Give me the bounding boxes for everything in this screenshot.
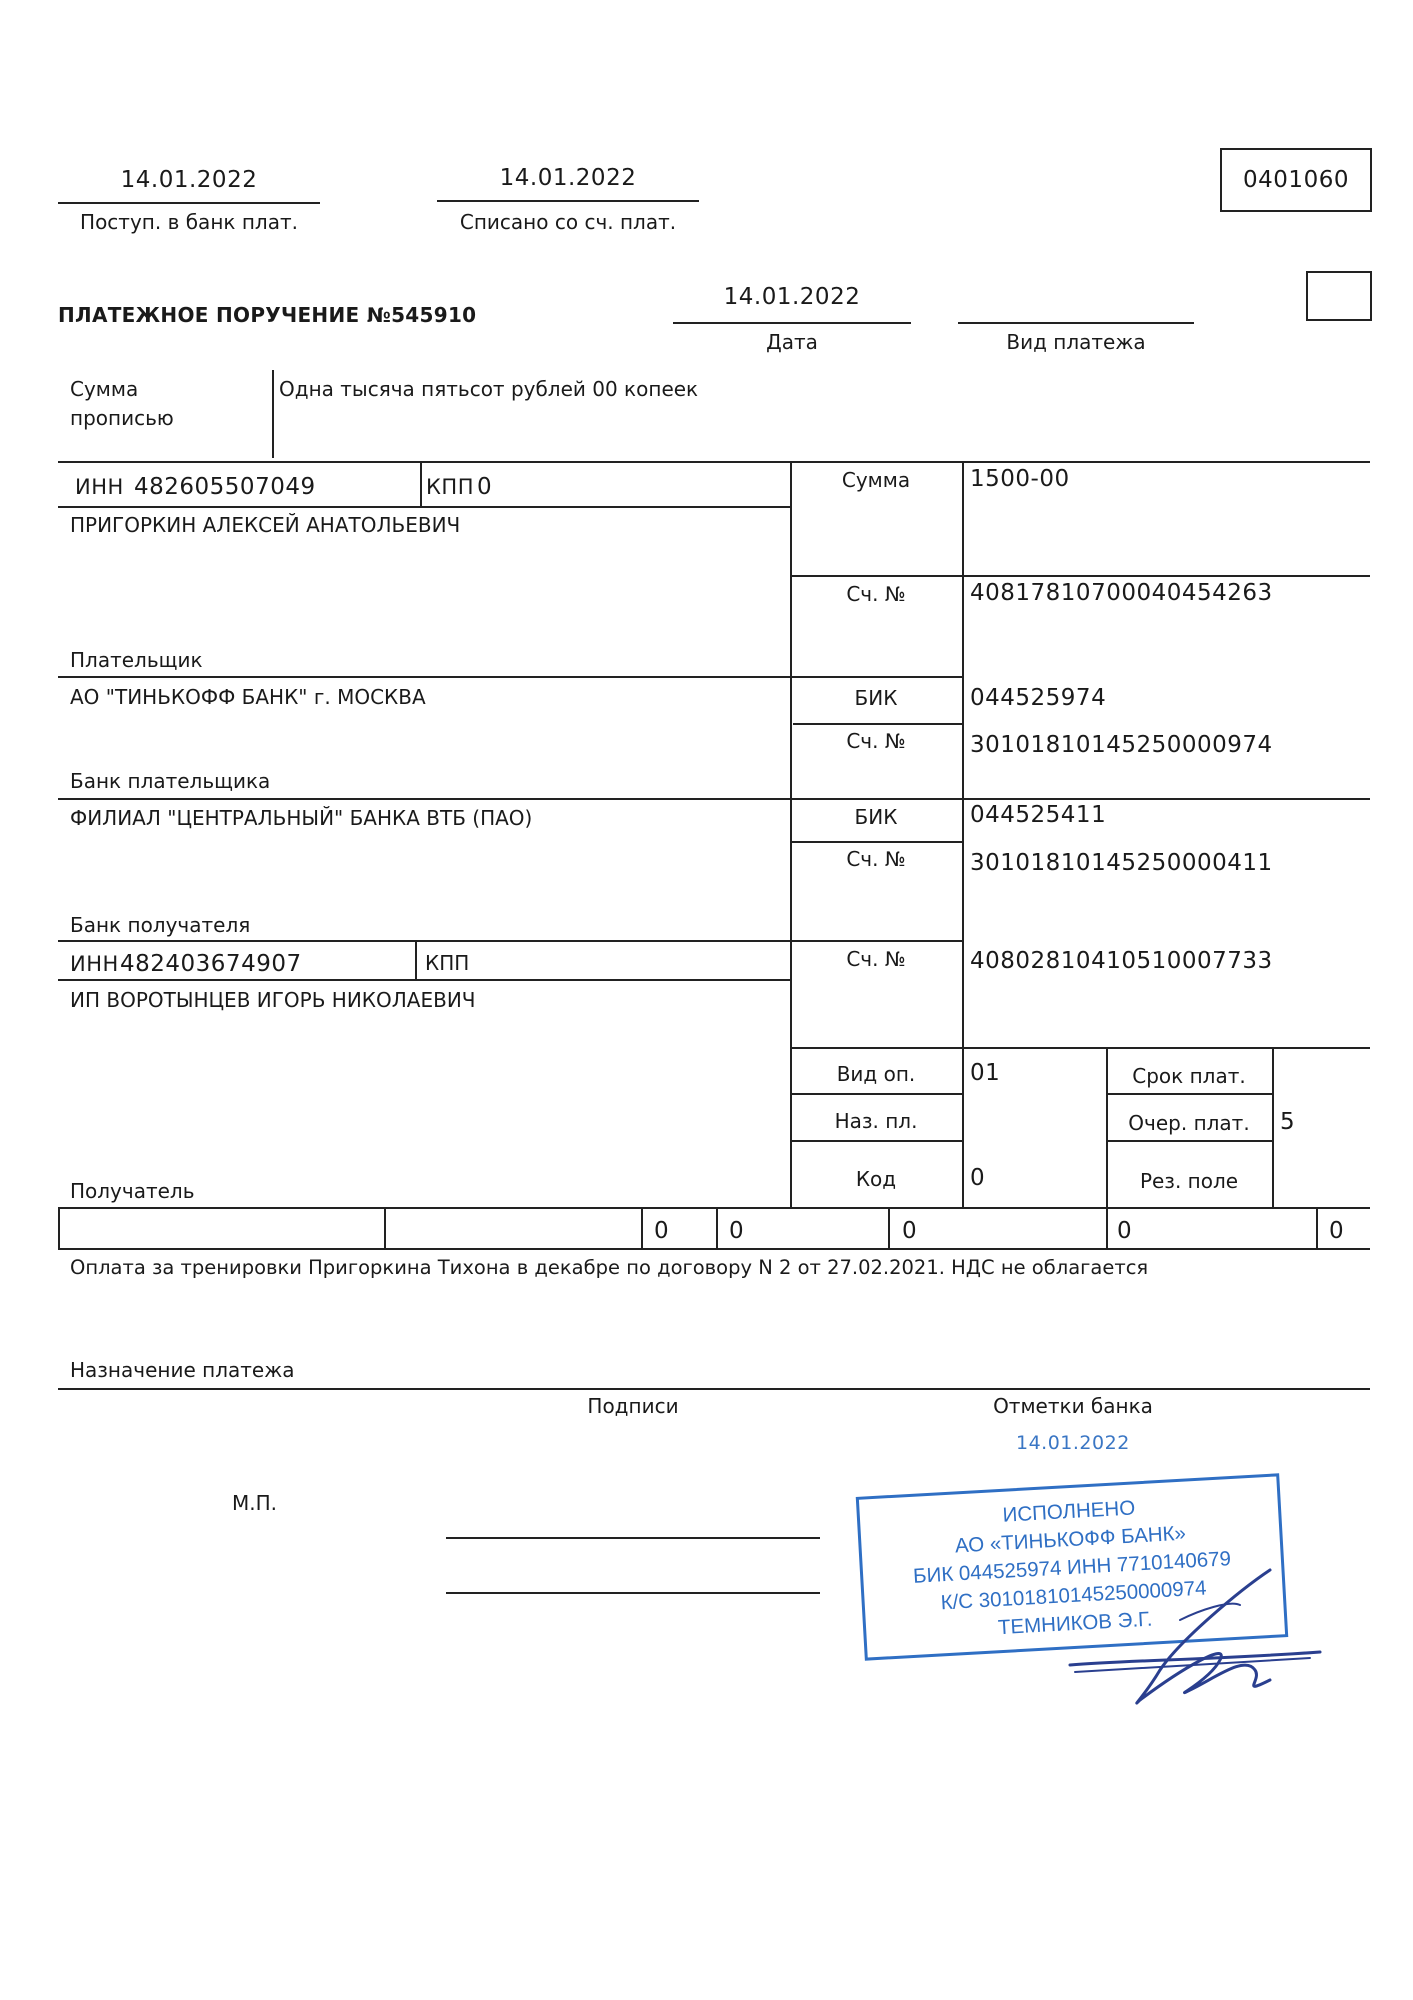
received-date-line bbox=[58, 202, 320, 204]
recipient-account: 40802810410510007733 bbox=[970, 948, 1273, 974]
payer-bank-account-label: Сч. № bbox=[846, 729, 906, 753]
grid-line bbox=[790, 841, 962, 843]
code: 0 bbox=[970, 1165, 986, 1191]
recipient-account-label: Сч. № bbox=[846, 947, 906, 971]
payer-account-label: Сч. № bbox=[846, 582, 906, 606]
tax-field-5: 0 bbox=[1329, 1218, 1345, 1244]
grid-line bbox=[58, 1207, 1370, 1209]
tax-field-2: 0 bbox=[729, 1218, 745, 1244]
grid-line bbox=[58, 979, 790, 981]
grid-line bbox=[641, 1207, 643, 1248]
grid-line bbox=[58, 506, 790, 508]
bank-marks-label: Отметки банка bbox=[993, 1394, 1153, 1418]
grid-line bbox=[420, 461, 422, 507]
payer-kpp: 0 bbox=[477, 474, 493, 500]
stamp-line-5: ТЕМНИКОВ Э.Г. bbox=[997, 1607, 1153, 1640]
recipient-bank-name: ФИЛИАЛ "ЦЕНТРАЛЬНЫЙ" БАНКА ВТБ (ПАО) bbox=[70, 806, 533, 830]
payer-name: ПРИГОРКИН АЛЕКСЕЙ АНАТОЛЬЕВИЧ bbox=[70, 513, 461, 537]
signatures-label: Подписи bbox=[587, 1394, 679, 1418]
grid-line bbox=[962, 461, 964, 1208]
recipient-name: ИП ВОРОТЫНЦЕВ ИГОРЬ НИКОЛАЕВИЧ bbox=[70, 988, 476, 1012]
received-date-label: Поступ. в банк плат. bbox=[80, 210, 298, 234]
sum-value: 1500-00 bbox=[970, 466, 1070, 492]
debited-date: 14.01.2022 bbox=[499, 165, 637, 191]
grid-line bbox=[58, 1388, 1370, 1390]
grid-line bbox=[790, 1093, 962, 1095]
op-type: 01 bbox=[970, 1060, 1001, 1086]
seal-label: М.П. bbox=[232, 1491, 278, 1515]
stamp-line-3: БИК 044525974 ИНН 7710140679 bbox=[912, 1547, 1232, 1588]
recipient-bank-bik-label: БИК bbox=[854, 805, 898, 829]
reserve-label: Рез. поле bbox=[1139, 1169, 1239, 1193]
stamp-line-1: ИСПОЛНЕНО bbox=[1002, 1496, 1136, 1527]
payment-type-line bbox=[958, 322, 1194, 324]
amount-words-value: Одна тысяча пятьсот рублей 00 копеек bbox=[279, 377, 699, 401]
recipient-inn: 482403674907 bbox=[120, 951, 302, 977]
recipient-bank-account: 30101810145250000411 bbox=[970, 850, 1273, 876]
payer-kpp-label: КПП bbox=[426, 475, 474, 499]
debited-date-line bbox=[437, 200, 699, 202]
stamp-line-4: К/С 30101810145250000974 bbox=[940, 1576, 1208, 1615]
recipient-bank-bik: 044525411 bbox=[970, 802, 1107, 828]
form-code: 0401060 bbox=[1243, 167, 1349, 193]
grid-line bbox=[1316, 1207, 1318, 1248]
stamp-line-2: АО «ТИНЬКОФФ БАНК» bbox=[954, 1521, 1187, 1558]
payer-label: Плательщик bbox=[70, 648, 203, 672]
grid-line bbox=[793, 723, 962, 725]
debited-date-label: Списано со сч. плат. bbox=[459, 210, 677, 234]
payment-type-label: Вид платежа bbox=[1006, 330, 1146, 354]
recipient-kpp-label: КПП bbox=[425, 951, 470, 975]
payment-type-box bbox=[1306, 271, 1372, 321]
amount-words-label-1: Сумма bbox=[70, 377, 139, 401]
signature-line-2 bbox=[446, 1592, 820, 1594]
grid-line bbox=[58, 1248, 1370, 1250]
form-code-box bbox=[1220, 148, 1372, 212]
payer-inn-label: ИНН bbox=[75, 475, 124, 499]
payer-bank-label: Банк плательщика bbox=[70, 769, 271, 793]
grid-line bbox=[58, 798, 1370, 800]
sum-label: Сумма bbox=[841, 468, 911, 492]
recipient-bank-label: Банк получателя bbox=[70, 913, 251, 937]
grid-line bbox=[790, 461, 792, 1208]
amount-words-label-2: прописью bbox=[70, 406, 174, 430]
code-label: Код bbox=[855, 1167, 897, 1191]
grid-line bbox=[1106, 1093, 1272, 1095]
order-date: 14.01.2022 bbox=[723, 284, 861, 310]
grid-line bbox=[790, 1047, 1370, 1049]
grid-line bbox=[716, 1207, 718, 1248]
amount-words-divider bbox=[272, 370, 274, 458]
grid-line bbox=[790, 1140, 962, 1142]
grid-line bbox=[384, 1207, 386, 1248]
payer-bank-name: АО "ТИНЬКОФФ БАНК" г. МОСКВА bbox=[70, 685, 426, 709]
tax-field-1: 0 bbox=[654, 1218, 670, 1244]
grid-line bbox=[58, 940, 962, 942]
purpose-label: Назначение платежа bbox=[70, 1358, 295, 1382]
purpose-code-label: Наз. пл. bbox=[834, 1109, 918, 1133]
grid-line bbox=[58, 676, 962, 678]
grid-line bbox=[1272, 1047, 1274, 1208]
recipient-bank-account-label: Сч. № bbox=[846, 847, 906, 871]
order-date-line bbox=[673, 322, 911, 324]
order-date-label: Дата bbox=[766, 330, 818, 354]
signature-line-1 bbox=[446, 1537, 820, 1539]
payer-inn: 482605507049 bbox=[134, 474, 316, 500]
grid-line bbox=[58, 461, 1370, 463]
payer-bank-account: 30101810145250000974 bbox=[970, 732, 1273, 758]
bank-date: 14.01.2022 bbox=[1016, 1432, 1130, 1454]
handwritten-signature bbox=[1040, 1560, 1340, 1720]
grid-line bbox=[415, 940, 417, 980]
received-date: 14.01.2022 bbox=[120, 167, 258, 193]
priority-label: Очер. плат. bbox=[1128, 1111, 1250, 1135]
purpose-text: Оплата за тренировки Пригоркина Тихона в декабре по договору N 2 от 27.02.2021. НДС не облагается bbox=[70, 1256, 1149, 1279]
grid-line bbox=[790, 575, 1370, 577]
grid-line bbox=[1106, 1207, 1108, 1248]
payer-bank-bik-label: БИК bbox=[854, 686, 898, 710]
page-title: ПЛАТЕЖНОЕ ПОРУЧЕНИЕ №545910 bbox=[58, 303, 477, 327]
recipient-label: Получатель bbox=[70, 1179, 195, 1203]
recipient-inn-label: ИНН bbox=[70, 952, 119, 976]
grid-line bbox=[1106, 1140, 1272, 1142]
grid-line bbox=[58, 1207, 60, 1248]
priority: 5 bbox=[1280, 1109, 1296, 1135]
grid-line bbox=[888, 1207, 890, 1248]
deadline-label: Срок плат. bbox=[1132, 1064, 1246, 1088]
payer-account: 40817810700040454263 bbox=[970, 580, 1273, 606]
payer-bank-bik: 044525974 bbox=[970, 685, 1107, 711]
tax-field-3: 0 bbox=[902, 1218, 918, 1244]
op-type-label: Вид оп. bbox=[836, 1062, 916, 1086]
tax-field-4: 0 bbox=[1117, 1218, 1133, 1244]
